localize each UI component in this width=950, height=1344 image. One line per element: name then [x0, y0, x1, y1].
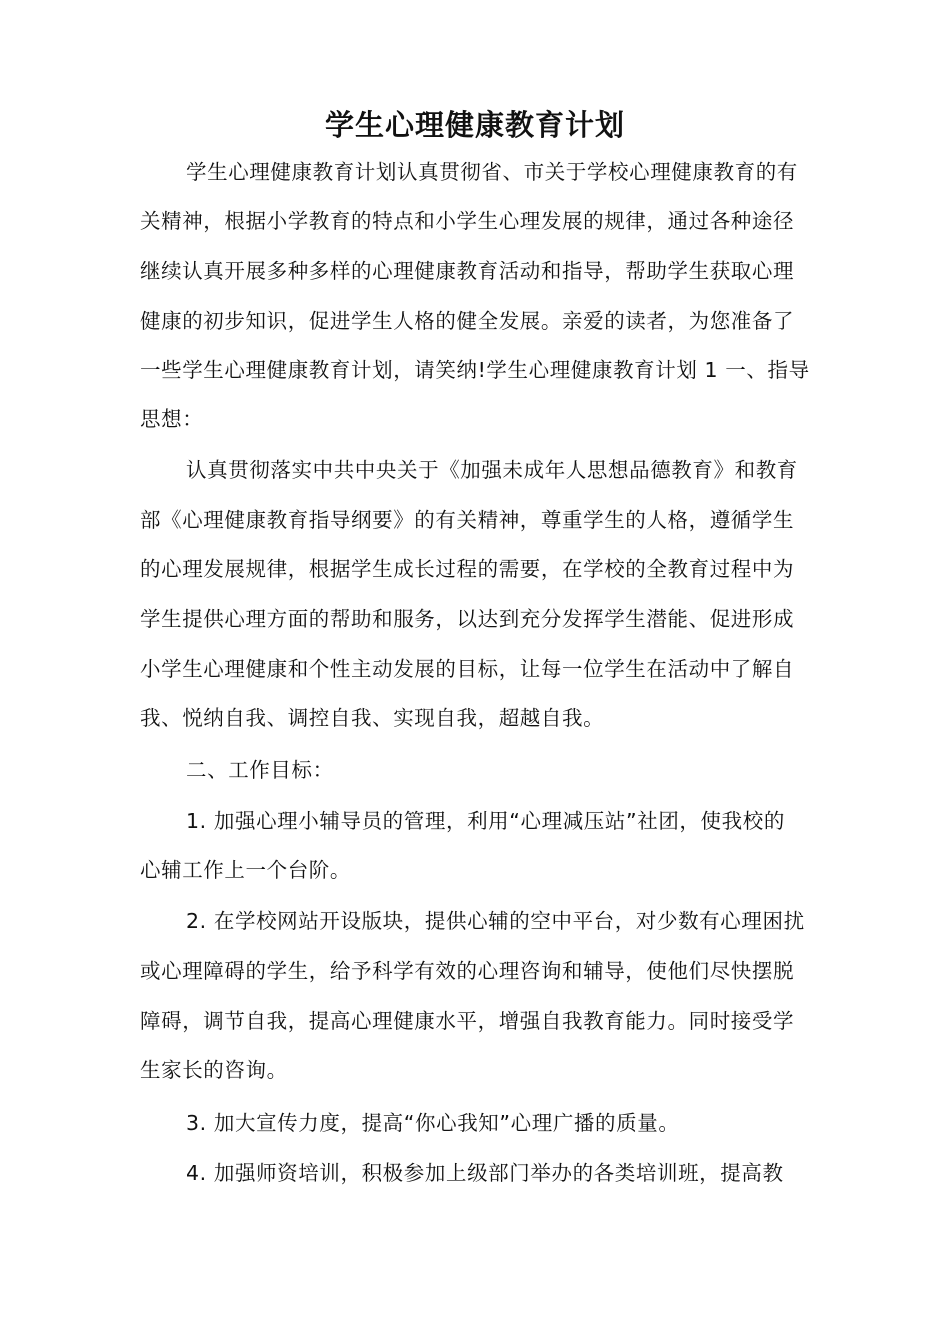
text-line: 我、悦纳自我、调控自我、实现自我，超越自我。	[140, 706, 605, 730]
text-line: 思想：	[140, 407, 204, 431]
list-item: 4. 加强师资培训，积极参加上级部门举办的各类培训班，提高教	[186, 1161, 784, 1185]
list-item: 1. 加强心理小辅导员的管理，利用“心理减压站”社团，使我校的	[186, 809, 785, 833]
text-line: 或心理障碍的学生，给予科学有效的心理咨询和辅导，使他们尽快摆脱	[140, 959, 795, 983]
text-line: 健康的初步知识，促进学生人格的健全发展。亲爱的读者，为您准备了	[140, 309, 795, 333]
text-line: 学生提供心理方面的帮助和服务，以达到充分发挥学生潜能、促进形成	[140, 607, 795, 631]
text-line: 的心理发展规律，根据学生成长过程的需要，在学校的全教育过程中为	[140, 557, 795, 581]
text-line: 障碍，调节自我，提高心理健康水平，增强自我教育能力。同时接受学	[140, 1009, 795, 1033]
list-item: 3. 加大宣传力度，提高“你心我知”心理广播的质量。	[186, 1111, 680, 1135]
text-line: 认真贯彻落实中共中央关于《加强未成年人思想品德教育》和教育	[186, 458, 798, 482]
text-line: 学生心理健康教育计划认真贯彻省、市关于学校心理健康教育的有	[186, 160, 798, 184]
text-line: 关精神，根据小学教育的特点和小学生心理发展的规律，通过各种途径	[140, 209, 795, 233]
text-line: 生家长的咨询。	[140, 1058, 288, 1082]
text-line: 小学生心理健康和个性主动发展的目标，让每一位学生在活动中了解自	[140, 657, 795, 681]
document-title: 学生心理健康教育计划	[324, 108, 625, 142]
text-line: 继续认真开展多种多样的心理健康教育活动和指导，帮助学生获取心理	[140, 259, 795, 283]
section-heading: 二、工作目标：	[186, 758, 334, 782]
text-line: 一些学生心理健康教育计划，请笑纳!学生心理健康教育计划 1 一、指导	[140, 358, 810, 382]
text-line: 心辅工作上一个台阶。	[140, 858, 351, 882]
text-line: 部《心理健康教育指导纲要》的有关精神，尊重学生的人格，遵循学生	[140, 508, 795, 532]
list-item: 2. 在学校网站开设版块，提供心辅的空中平台，对少数有心理困扰	[186, 909, 805, 933]
